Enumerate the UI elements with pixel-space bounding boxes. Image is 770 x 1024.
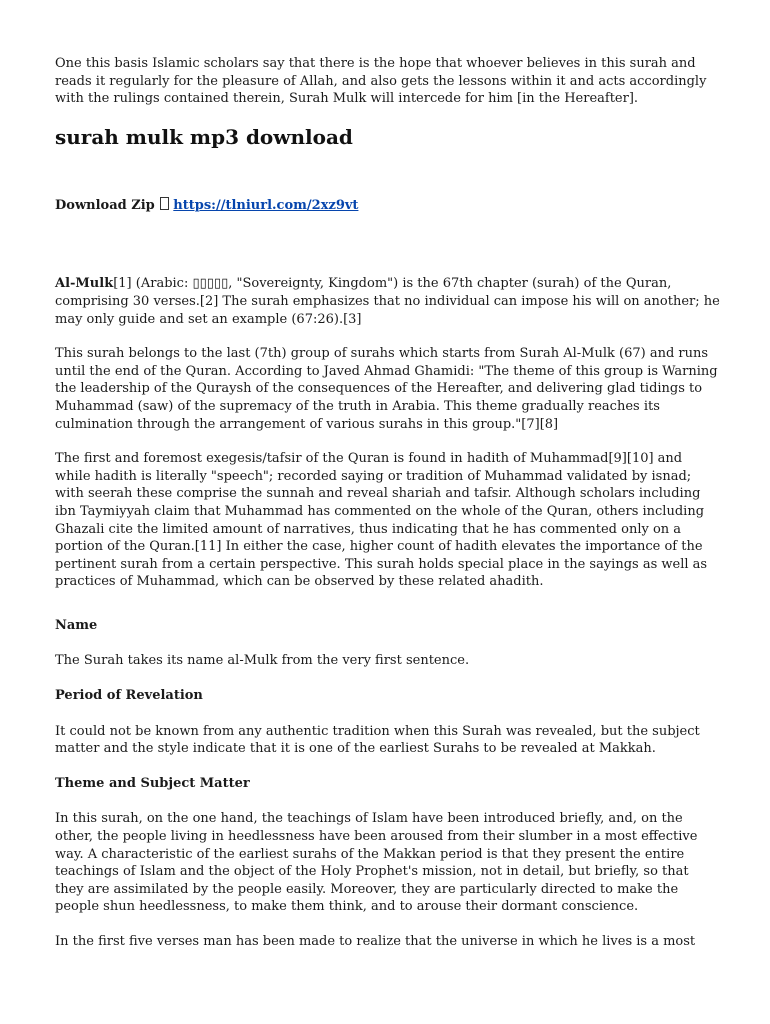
revelation-paragraph: It could not be known from any authentic tradition when this Surah was revealed, but the subject matter and the style indicate that it is one of the earliest Surahs to be revealed at Makkah. (55, 723, 700, 757)
exegesis-paragraph: The first and foremost exegesis/tafsir of the Quran is found in hadith of Muhammad[9][10] and while hadith is literally "speech"; recorded saying or tradition of Muhammad validated by isnad; with seerah these comprise the sunnah and reveal shariah and tafsir. Although scholars including ibn Taymiyyah claim that Muhammad has commented on the whole of the Quran, others including Ghazali cite the limited amount of narratives, thus indicating that he has commented only on a portion of the Quran.[11] In either the case, higher count of hadith elevates the importance of the pertinent surah from a certain perspective. This surah holds special place in the sayings as well as practices of Muhammad, which can be observed by these related ahadith. (55, 451, 708, 590)
download-link[interactable]: https://tlniurl.com/2xz9vt (173, 197, 359, 213)
download-label: Download Zip (55, 197, 155, 213)
theme-heading: Theme and Subject Matter (55, 775, 250, 791)
last-paragraph: In the first five verses man has been made to realize that the universe in which he lives is a most (55, 934, 696, 949)
revelation-heading: Period of Revelation (55, 688, 203, 704)
theme-paragraph: In this surah, on the one hand, the teachings of Islam have been introduced briefly, and, on the other, the people living in heedlessness have been aroused from their slumber in a most effective way. A characteristic of the earliest surahs of the Makkan period is that they present the entire teachings of Islam and the object of the Holy Prophet's mission, not in detail, but briefly, so that they are assimilated by the people easily. Moreover, they are particularly directed to make the people shun heedlessness, to make them think, and to arouse their dormant conscience. (55, 811, 698, 915)
group-paragraph: This surah belongs to the last (7th) group of surahs which starts from Surah Al-Mulk (67) and runs until the end of the Quran. According to Javed Ahmad Ghamidi: "The theme of this group is Warning the leadership of the Quraysh of the consequences of the Hereafter, and delivering glad tidings to Muhammad (saw) of the supremacy of the truth in Arabia. This theme gradually reaches its culmination through the arrangement of various surahs in this group."[7][8] (55, 346, 718, 432)
name-heading: Name (55, 617, 98, 633)
intro-paragraph: One this basis Islamic scholars say that there is the hope that whoever believes in this surah and reads it regularly for the pleasure of Allah, and also gets the lessons within it and acts accordingly with the rulings contained therein, Surah Mulk will intercede for him [in the Hereafter]. (55, 56, 707, 107)
al-mulk-paragraph (55, 275, 720, 328)
document-page (55, 55, 720, 968)
name-paragraph: The Surah takes its name al-Mulk from the very first sentence. (55, 653, 470, 669)
download-line (55, 197, 720, 215)
al-mulk-description: [1] (Arabic: ▯▯▯▯▯, "Sovereignty, Kingdom") is the 67th chapter (surah) of the Quran, comprising 30 verses.[2] The surah emphasizes that no individual can impose his will on another; he may only guide and set an example (67:26).[3] (55, 276, 720, 327)
al-mulk-term: Al-Mulk (55, 276, 114, 292)
missing-glyph-icon (160, 197, 169, 210)
page-title: surah mulk mp3 download (55, 124, 353, 149)
